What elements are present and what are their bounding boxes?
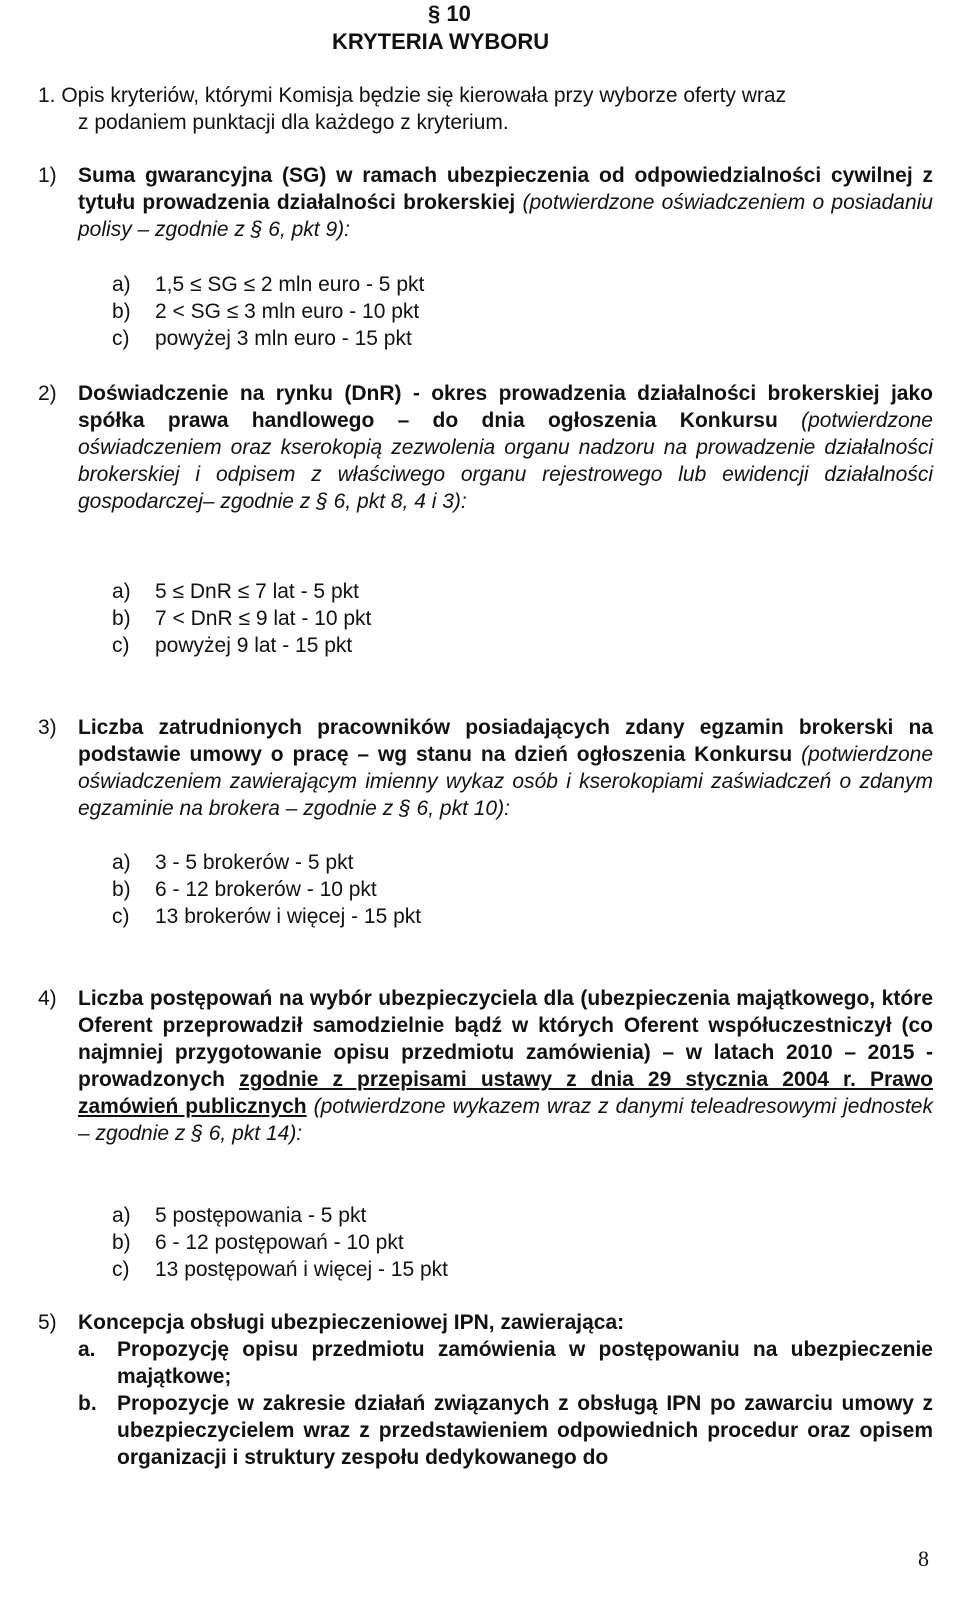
intro-line-2: z podaniem punktacji dla każdego z kryterium.: [78, 111, 509, 134]
criterion-3-confirmation: (potwierdzone oświadczeniem zawierającym imienny wykaz osób i kserokopiami zaświadczeń o zdanym egzaminie na brokera – zgodnie z § 6, pkt 10):: [78, 743, 933, 820]
criterion-1-text: [78, 162, 933, 243]
criterion-4-title: Liczba postępowań na wybór ubezpieczyciela dla (ubezpieczenia majątkowego, które Oferent przeprowadził samodzielnie bądź w których Oferent współuczestniczył (co najmniej przygotowanie opisu przedmiotu zamówienia) – w latach 2010 – 2015 - prowadzonych: [78, 987, 933, 1091]
option-label: c): [112, 905, 130, 928]
option-label: a): [112, 580, 131, 603]
criterion-2-confirmation: (potwierdzone oświadczeniem oraz kserokopią zezwolenia organu nadzoru na prowadzenie działalności brokerskiej i odpisem z właściwego organu rejestrowego lub ewidencji działalności gospodarczej– zgodnie z § 6, pkt 8, 4 i 3):: [78, 409, 933, 513]
intro-line-1: 1. Opis kryteriów, którymi Komisja będzie się kierowała przy wyborze oferty wraz: [38, 84, 787, 107]
option-label: a): [112, 851, 131, 874]
criterion-1-confirmation: (potwierdzone oświadczeniem o posiadaniu polisy – zgodnie z § 6, pkt 9):: [78, 191, 933, 241]
sub-item-label: a.: [78, 1338, 96, 1361]
option-text: powyżej 9 lat - 15 pkt: [155, 634, 353, 657]
option-label: b): [112, 1231, 131, 1254]
criterion-4-confirmation: (potwierdzone wykazem wraz z danymi teleadresowymi jednostek – zgodnie z § 6, pkt 14):: [78, 1095, 933, 1145]
sub-item-text: Propozycję opisu przedmiotu zamówienia w postępowaniu na ubezpieczenie majątkowe;: [117, 1338, 933, 1388]
option-text: 6 - 12 brokerów - 10 pkt: [155, 878, 377, 901]
criterion-3-title: Liczba zatrudnionych pracowników posiadających zdany egzamin brokerski na podstawie umowy o pracę – wg stanu na dzień ogłoszenia Konkursu: [78, 716, 933, 766]
criterion-4-text: [78, 985, 933, 1147]
option-text: 3 - 5 brokerów - 5 pkt: [155, 851, 354, 874]
option-label: a): [112, 1204, 131, 1227]
option-text: 2 < SG ≤ 3 mln euro - 10 pkt: [155, 300, 420, 323]
option-text: 7 < DnR ≤ 9 lat - 10 pkt: [155, 607, 372, 630]
criterion-5-title: Koncepcja obsługi ubezpieczeniowej IPN, zawierająca:: [78, 1311, 625, 1334]
criterion-1-number: 1): [38, 164, 57, 187]
option-text: 1,5 ≤ SG ≤ 2 mln euro - 5 pkt: [155, 273, 425, 296]
option-label: b): [112, 607, 131, 630]
option-text: 6 - 12 postępowań - 10 pkt: [155, 1231, 404, 1254]
option-text: 5 ≤ DnR ≤ 7 lat - 5 pkt: [155, 580, 359, 603]
criterion-4-number: 4): [38, 987, 57, 1010]
option-label: b): [112, 300, 131, 323]
option-text: 13 brokerów i więcej - 15 pkt: [155, 905, 422, 928]
option-label: a): [112, 273, 131, 296]
criterion-2-text: [78, 380, 933, 515]
criterion-1-title: Suma gwarancyjna (SG) w ramach ubezpieczenia od odpowiedzialności cywilnej z tytułu prowadzenia działalności brokerskiej: [78, 164, 933, 214]
option-text: 13 postępowań i więcej - 15 pkt: [155, 1258, 449, 1281]
criterion-5-number: 5): [38, 1311, 57, 1334]
criterion-3-number: 3): [38, 716, 57, 739]
section-number: § 10: [428, 1, 471, 26]
option-text: 5 postępowania - 5 pkt: [155, 1204, 367, 1227]
criterion-2-number: 2): [38, 382, 57, 405]
sub-item-label: b.: [78, 1392, 97, 1415]
criterion-3-text: [78, 714, 933, 822]
option-text: powyżej 3 mln euro - 15 pkt: [155, 327, 412, 350]
option-label: c): [112, 1258, 130, 1281]
page-number: 8: [918, 1546, 929, 1571]
section-title: KRYTERIA WYBORU: [332, 29, 550, 54]
option-label: c): [112, 327, 130, 350]
criterion-4-legal-basis: zgodnie z przepisami ustawy z dnia 29 stycznia 2004 r. Prawo zamówień publicznych: [78, 1068, 933, 1118]
criterion-2-title: Doświadczenie na rynku (DnR) - okres prowadzenia działalności brokerskiej jako spółka prawa handlowego – do dnia ogłoszenia Konkursu: [78, 382, 933, 432]
option-label: b): [112, 878, 131, 901]
option-label: c): [112, 634, 130, 657]
sub-item-text: Propozycje w zakresie działań związanych z obsługą IPN po zawarciu umowy z ubezpieczycielem wraz z przedstawieniem odpowiednich procedur oraz opisem organizacji i struktury zespołu dedykowanego do: [117, 1392, 933, 1469]
